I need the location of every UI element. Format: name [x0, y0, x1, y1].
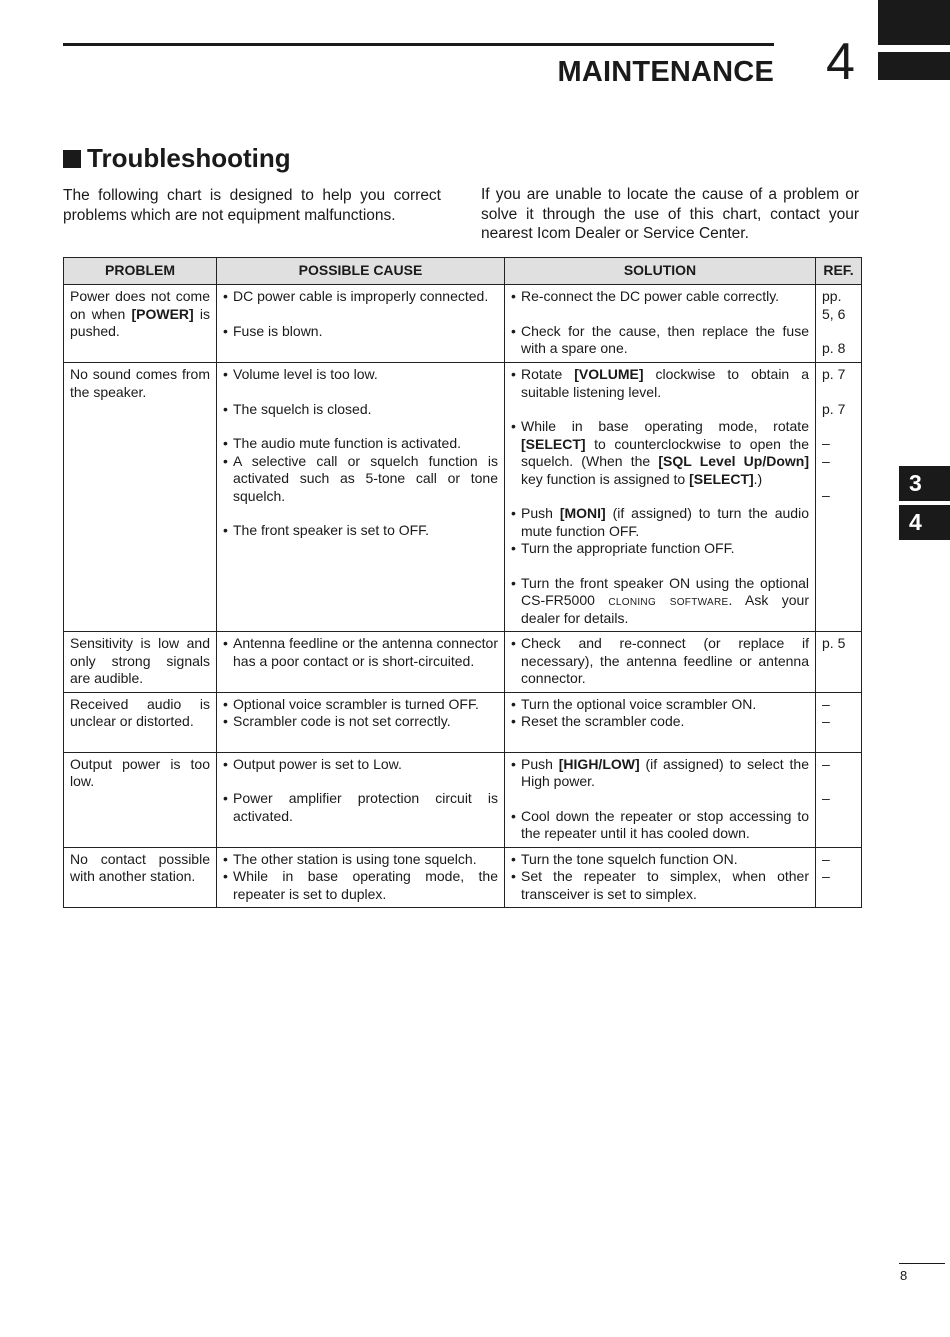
- cause-item: • The audio mute function is activated.: [223, 435, 498, 453]
- column-header-problem: PROBLEM: [64, 258, 217, 285]
- corner-tab-block: [878, 0, 950, 45]
- intro-paragraph-right: If you are unable to locate the cause of a problem or solve it through the use of this chart, contact your nearest Icom Dealer or Service Center.: [481, 186, 859, 242]
- problem-text: Output power is too low.: [70, 755, 210, 789]
- table-row: [64, 692, 862, 752]
- footer-rule: [899, 1263, 945, 1264]
- ref-item: –: [822, 695, 830, 712]
- ref-item: –: [822, 487, 830, 503]
- problem-cell: [64, 285, 217, 363]
- solution-cell: [505, 752, 816, 847]
- table-header-row: [64, 258, 862, 285]
- table-row: [64, 752, 862, 847]
- solution-item: • Push [MONI] (if assigned) to turn the audio mute function OFF.: [511, 505, 809, 540]
- problem-cell: [64, 692, 217, 752]
- solution-cell: [505, 285, 816, 363]
- ref-item: –: [822, 850, 830, 867]
- solution-cell: [505, 847, 816, 908]
- page-number: 8: [900, 1268, 908, 1283]
- square-bullet-icon: [63, 150, 81, 168]
- ref-item: p. 7: [822, 400, 846, 417]
- solution-item: • Reset the scrambler code.: [511, 713, 809, 731]
- ref-item: –: [822, 790, 830, 806]
- section-heading: [63, 143, 291, 174]
- ref-item: –: [822, 452, 830, 469]
- ref-item: –: [822, 435, 830, 451]
- ref-item: p. 5: [822, 635, 846, 651]
- cause-item: • Fuse is blown.: [223, 323, 498, 341]
- cause-cell: [217, 632, 505, 693]
- ref-item: p. 8: [822, 340, 846, 356]
- solution-item: • Re-connect the DC power cable correctly.: [511, 288, 809, 306]
- cause-cell: [217, 285, 505, 363]
- section-heading-text: Troubleshooting: [87, 143, 291, 173]
- cause-item: • Antenna feedline or the antenna connector has a poor contact or is short-circuited.: [223, 635, 498, 670]
- solution-cell: [505, 363, 816, 632]
- cause-item: • Power amplifier protection circuit is activated.: [223, 790, 498, 825]
- corner-tab-block: [878, 52, 950, 80]
- ref-item: p. 7: [822, 366, 846, 382]
- table-row: [64, 285, 862, 363]
- cause-item: • Optional voice scrambler is turned OFF.: [223, 696, 498, 714]
- header-rule: [63, 43, 774, 46]
- chapter-tab-4[interactable]: 4: [899, 505, 950, 540]
- cause-item: • A selective call or squelch function is activated such as 5-tone call or tone squelch.: [223, 453, 498, 506]
- problem-cell: [64, 752, 217, 847]
- cause-cell: [217, 692, 505, 752]
- table-body: [64, 285, 862, 908]
- problem-cell: [64, 363, 217, 632]
- solution-item: • Cool down the repeater or stop accessing to the repeater until it has cooled down.: [511, 808, 809, 843]
- table-row: [64, 363, 862, 632]
- ref-cell: [816, 285, 862, 363]
- cause-item: • The other station is using tone squelch.: [223, 851, 498, 869]
- solution-item: • Check for the cause, then replace the fuse with a spare one.: [511, 323, 809, 358]
- problem-cell: [64, 632, 217, 693]
- cause-item: • Volume level is too low.: [223, 366, 498, 384]
- solution-cell: [505, 632, 816, 693]
- solution-item: • Turn the front speaker ON using the optional CS-FR5000 cloning software. Ask your dealer for details.: [511, 575, 809, 628]
- solution-cell: [505, 692, 816, 752]
- ref-item: –: [822, 868, 830, 884]
- ref-cell: [816, 632, 862, 693]
- column-header-cause: POSSIBLE CAUSE: [217, 258, 505, 285]
- cause-item: • Output power is set to Low.: [223, 756, 498, 774]
- cause-cell: [217, 363, 505, 632]
- problem-text: No contact possible with another station.: [70, 850, 210, 884]
- solution-item: • Rotate [VOLUME] clockwise to obtain a suitable listening level.: [511, 366, 809, 401]
- chapter-number: 4: [826, 33, 855, 91]
- ref-cell: [816, 363, 862, 632]
- cause-cell: [217, 752, 505, 847]
- table-row: [64, 632, 862, 693]
- table-row: [64, 847, 862, 908]
- chapter-tab-3[interactable]: 3: [899, 466, 950, 501]
- ref-item: –: [822, 713, 830, 729]
- solution-item: • Set the repeater to simplex, when other transceiver is set to simplex.: [511, 868, 809, 903]
- cause-cell: [217, 847, 505, 908]
- cause-item: • Scrambler code is not set correctly.: [223, 713, 498, 731]
- cause-item: • While in base operating mode, the repeater is set to duplex.: [223, 868, 498, 903]
- solution-item: • Check and re-connect (or replace if necessary), the antenna feedline or antenna connector.: [511, 635, 809, 688]
- intro-paragraph-left: The following chart is designed to help you correct problems which are not equipment malfunctions.: [63, 187, 441, 224]
- solution-item: • Turn the appropriate function OFF.: [511, 540, 809, 558]
- cause-item: • The front speaker is set to OFF.: [223, 522, 498, 540]
- ref-item: –: [822, 755, 830, 772]
- solution-item: • Turn the tone squelch function ON.: [511, 851, 809, 869]
- solution-item: • While in base operating mode, rotate [SELECT] to counterclockwise to open the squelch. (When the [SQL Level Up/Down] key function is assigned to [SELECT].): [511, 418, 809, 488]
- ref-item: pp. 5, 6: [822, 288, 846, 322]
- ref-cell: [816, 752, 862, 847]
- problem-text: Sensitivity is low and only strong signals are audible.: [70, 635, 210, 686]
- column-header-ref: REF.: [816, 258, 862, 285]
- solution-item: • Push [HIGH/LOW] (if assigned) to select the High power.: [511, 756, 809, 791]
- ref-cell: [816, 847, 862, 908]
- solution-item: • Turn the optional voice scrambler ON.: [511, 696, 809, 714]
- troubleshooting-table: [63, 257, 862, 908]
- problem-text: No sound comes from the speaker.: [70, 366, 210, 400]
- cause-item: • The squelch is closed.: [223, 401, 498, 419]
- problem-cell: [64, 847, 217, 908]
- problem-text: Power does not come on when [POWER] is pushed.: [70, 288, 211, 339]
- chapter-title: MAINTENANCE: [557, 56, 774, 88]
- problem-text: Received audio is unclear or distorted.: [70, 695, 210, 729]
- column-header-solution: SOLUTION: [505, 258, 816, 285]
- cause-item: • DC power cable is improperly connected.: [223, 288, 498, 306]
- ref-cell: [816, 692, 862, 752]
